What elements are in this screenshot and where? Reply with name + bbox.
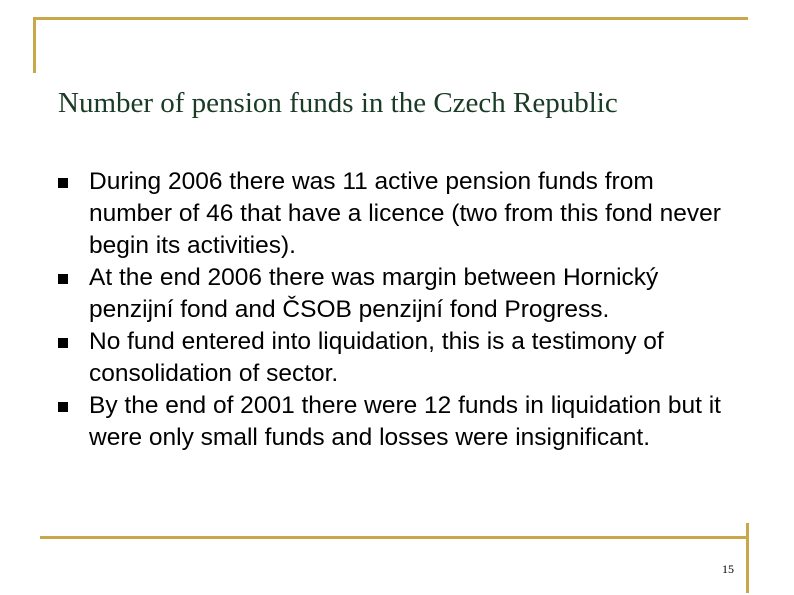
bullet-text: During 2006 there was 11 active pension funds from number of 46 that have a licence (two from this fond never begin its activities). (89, 168, 721, 259)
square-bullet-icon (58, 178, 68, 188)
page-number: 15 (722, 562, 734, 576)
decorative-top-line (33, 17, 748, 20)
bullet-item (52, 390, 742, 454)
bullet-item (52, 326, 742, 390)
decorative-right-line (746, 523, 749, 593)
decorative-left-line (33, 17, 36, 73)
bullet-text: At the end 2006 there was margin between Hornický penzijní fond and ČSOB penzijní fond Progress. (89, 264, 659, 323)
bullet-text: By the end of 2001 there were 12 funds in liquidation but it were only small funds and losses were insignificant. (89, 392, 721, 451)
square-bullet-icon (58, 338, 68, 348)
slide-title: Number of pension funds in the Czech Republic (58, 87, 618, 119)
square-bullet-icon (58, 402, 68, 412)
bullet-text: No fund entered into liquidation, this is a testimony of consolidation of sector. (89, 328, 664, 387)
bullet-item (52, 262, 742, 326)
decorative-bottom-line (40, 536, 748, 539)
bullet-list (52, 166, 742, 454)
square-bullet-icon (58, 274, 68, 284)
bullet-item (52, 166, 742, 262)
